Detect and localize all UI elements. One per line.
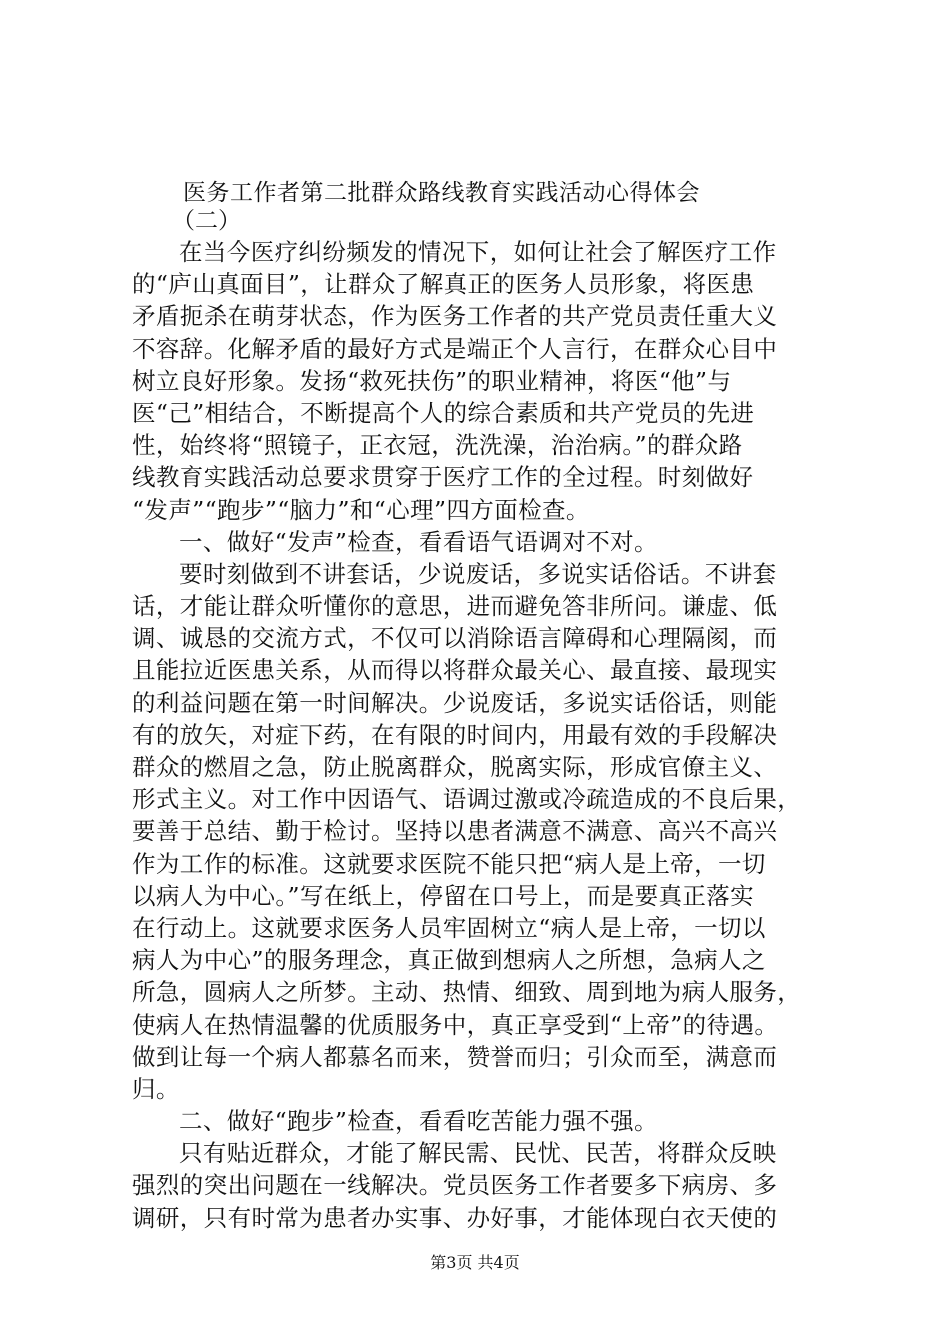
body-line: 使病人在热情温馨的优质服务中，真正享受到“上帝”的待遇。 [132,1010,779,1039]
body-line: 性，始终将“照镜子，正衣冠，洗洗澡，治治病。”的群众路 [132,431,743,460]
body-line: 所急，圆病人之所梦。主动、热情、细致、周到地为病人服务， [132,978,802,1007]
body-line: 医“己”相结合，不断提高个人的综合素质和共产党员的先进 [132,398,755,427]
body-line: “发声”“跑步”“脑力”和“心理”四方面检查。 [132,495,590,524]
body-line: 病人为中心”的服务理念，真正做到想病人之所想，急病人之 [132,946,766,975]
document-body [132,236,832,1234]
body-line: 做到让每一个病人都慕名而来，赞誉而归；引众而至，满意而 [132,1042,778,1071]
body-line: 二、做好“跑步”检查，看看吃苦能力强不强。 [179,1107,658,1136]
body-line: 有的放矢，对症下药，在有限的时间内，用最有效的手段解决 [132,720,778,749]
body-line: 一、做好“发声”检查，看看语气语调对不对。 [179,527,658,556]
body-line: 群众的燃眉之急，防止脱离群众，脱离实际，形成官僚主义、 [132,753,778,781]
body-line: 作为工作的标准。这就要求医院不能只把“病人是上帝，一切 [132,849,766,878]
body-line: 调、诚恳的交流方式，不仅可以消除语言障碍和心理隔阂，而 [132,624,778,653]
body-line: 强烈的突出问题在一线解决。党员医务工作者要多下病房、多 [132,1171,778,1200]
body-line: 线教育实践活动总要求贯穿于医疗工作的全过程。时刻做好 [132,463,754,492]
body-line: 的“庐山真面目”，让群众了解真正的医务人员形象，将医患 [132,270,755,299]
body-line: 归。 [132,1074,180,1103]
body-line: 调研，只有时常为患者办实事、办好事，才能体现白衣天使的 [132,1203,778,1232]
body-line: 在行动上。这就要求医务人员牢固树立“病人是上帝，一切以 [132,913,766,942]
body-line: 要善于总结、勤于检讨。坚持以患者满意不满意、高兴不高兴 [132,817,778,846]
body-line: 且能拉近医患关系，从而得以将群众最关心、最直接、最现实 [132,656,778,685]
body-line: 的利益问题在第一时间解决。少说废话，多说实话俗话，则能 [132,688,778,717]
page-footer: 第3页 共4页 [430,1253,520,1272]
body-line: 不容辞。化解矛盾的最好方式是端正个人言行，在群众心目中 [132,334,778,363]
body-line: 只有贴近群众，才能了解民需、民忧、民苦，将群众反映 [179,1139,777,1168]
body-line: 矛盾扼杀在萌芽状态，作为医务工作者的共产党员责任重大义 [132,302,778,331]
body-line: 在当今医疗纠纷频发的情况下，如何让社会了解医疗工作 [179,238,777,266]
body-line: 树立良好形象。发扬“救死扶伤”的职业精神，将医“他”与 [132,366,732,395]
body-line: 要时刻做到不讲套话，少说废话，多说实话俗话。不讲套 [179,559,777,588]
body-line: 以病人为中心。”写在纸上，停留在口号上，而是要真正落实 [132,881,755,910]
document-title: 医务工作者第二批群众路线教育实践活动心得体会 [183,180,700,206]
body-line: 话，才能让群众听懂你的意思，进而避免答非所问。谦虚、低 [132,592,778,621]
body-line: 形式主义。对工作中因语气、语调过激或冷疏造成的不良后果， [132,785,802,814]
document-subtitle: （二） [172,208,241,234]
